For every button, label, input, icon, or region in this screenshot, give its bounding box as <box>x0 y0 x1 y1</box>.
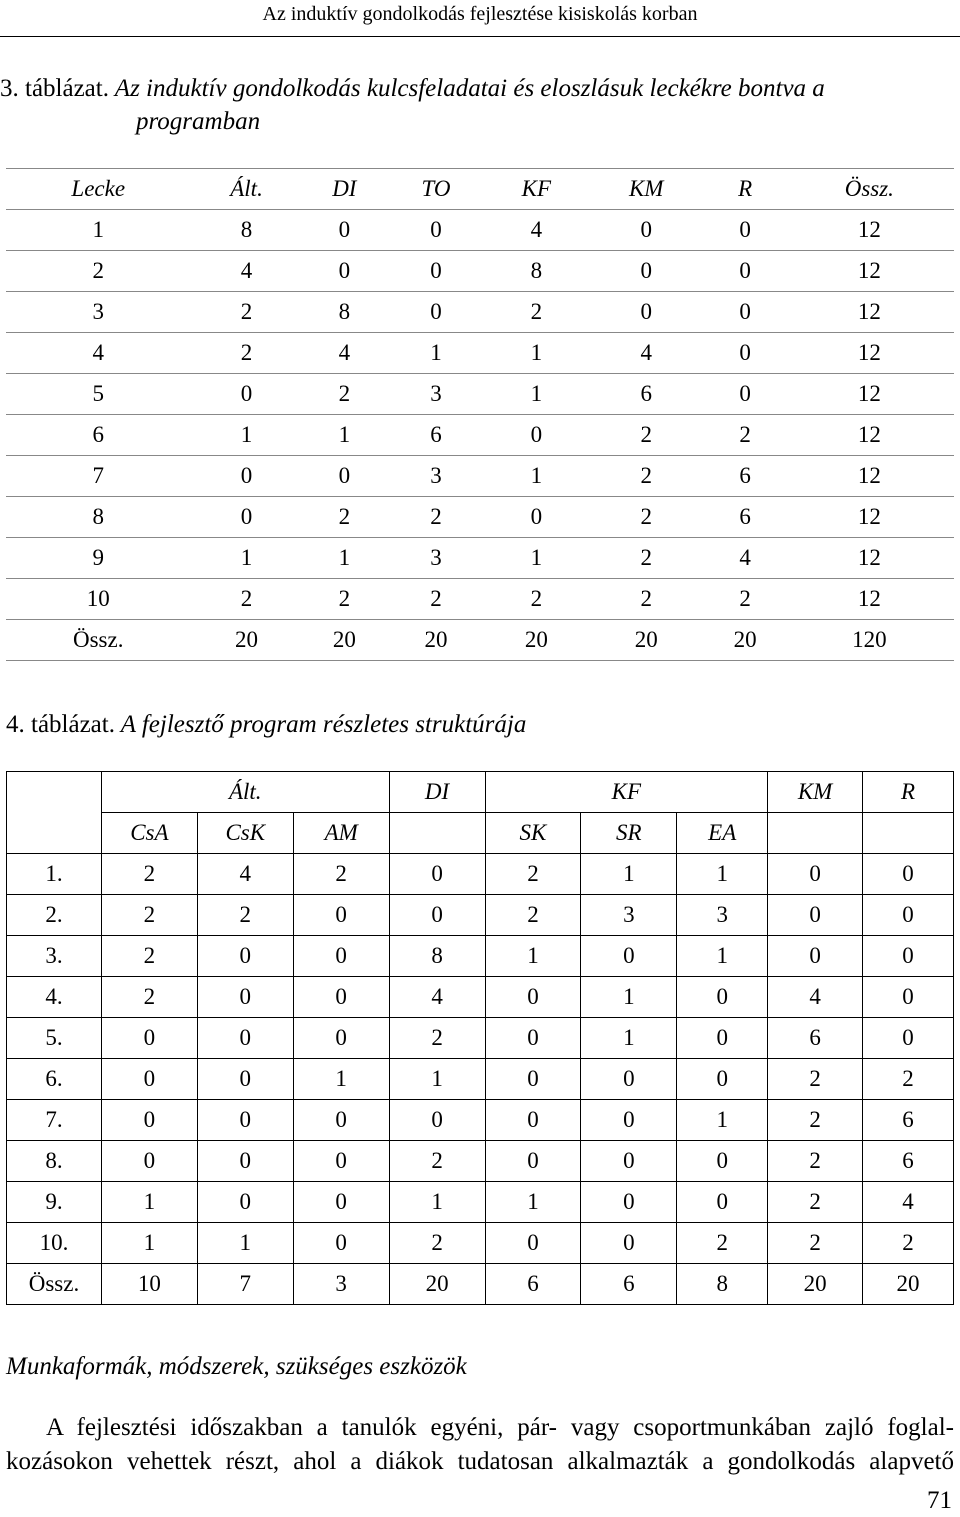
table3-cell: 8 <box>6 497 190 538</box>
table4-corner-cell <box>7 772 102 854</box>
table3-cell: 12 <box>785 251 954 292</box>
table3-cell: 3 <box>386 538 486 579</box>
table3-row <box>6 456 954 497</box>
table3-cell: 1 <box>190 538 302 579</box>
table3-cell: 12 <box>785 292 954 333</box>
table3-cell: Össz. <box>6 620 190 661</box>
table4-row <box>7 1059 954 1100</box>
table4-cell: 0 <box>677 1182 768 1223</box>
table4-sub-header: EA <box>677 813 768 854</box>
table3-cell: 1 <box>190 415 302 456</box>
table4-cell: 0 <box>293 1100 389 1141</box>
table4-cell: 0 <box>389 854 485 895</box>
table3-cell: 20 <box>706 620 785 661</box>
table3-cell: 0 <box>587 210 706 251</box>
table3-cell: 12 <box>785 415 954 456</box>
running-header <box>0 0 960 37</box>
table4-cell: 2. <box>7 895 102 936</box>
table4-row <box>7 977 954 1018</box>
table4-cell: 3 <box>293 1264 389 1305</box>
table3-cell: 6 <box>386 415 486 456</box>
table3-caption-text-line2: programban <box>136 108 261 135</box>
table3-cell: 5 <box>6 374 190 415</box>
table3-cell: 0 <box>190 456 302 497</box>
table3-cell: 2 <box>486 579 587 620</box>
table3-cell: 2 <box>6 251 190 292</box>
table4-cell: 1 <box>677 854 768 895</box>
table3-cell: 0 <box>303 210 387 251</box>
paragraph-line: A fejlesztési időszakban a tanulók egyéni, pár- vagy csoportmunkában zajló foglal- <box>46 1414 954 1441</box>
table4-cell: 0 <box>581 1182 677 1223</box>
table3-cell: 4 <box>6 333 190 374</box>
table4-cell: 4 <box>863 1182 954 1223</box>
table3-header-cell: Ált. <box>190 169 302 210</box>
table3-cell: 1 <box>303 415 387 456</box>
table3-cell: 0 <box>486 497 587 538</box>
table4-cell: 0 <box>863 895 954 936</box>
table3-cell: 0 <box>706 251 785 292</box>
table3-cell: 7 <box>6 456 190 497</box>
table4-cell: 2 <box>768 1100 863 1141</box>
table4-caption <box>6 708 960 741</box>
table3-cell: 1 <box>486 333 587 374</box>
table4-cell: 2 <box>768 1182 863 1223</box>
table4-cell: 1 <box>485 1182 581 1223</box>
table3-caption-number: 3. táblázat. <box>0 75 109 102</box>
table4-row <box>7 1141 954 1182</box>
table4-group-header: R <box>863 772 954 813</box>
table4-sub-header: SK <box>485 813 581 854</box>
table3-cell: 1 <box>486 538 587 579</box>
table4-cell: 0 <box>677 1059 768 1100</box>
table4-cell: 8 <box>389 936 485 977</box>
table3-cell: 20 <box>190 620 302 661</box>
table4-cell: 1 <box>485 936 581 977</box>
table4 <box>6 771 954 1305</box>
table4-cell: 0 <box>293 1223 389 1264</box>
table3-row <box>6 579 954 620</box>
table4-cell: 0 <box>485 1100 581 1141</box>
table3-cell: 2 <box>706 415 785 456</box>
table3-header-row <box>6 169 954 210</box>
table3-cell: 0 <box>386 292 486 333</box>
table4-cell: 7. <box>7 1100 102 1141</box>
table4-cell: 10 <box>101 1264 197 1305</box>
body-paragraph <box>6 1411 954 1479</box>
table4-cell: 8 <box>677 1264 768 1305</box>
table3-cell: 2 <box>587 497 706 538</box>
table3-cell: 10 <box>6 579 190 620</box>
table3-cell: 4 <box>587 333 706 374</box>
table4-row <box>7 1182 954 1223</box>
table3-cell: 0 <box>190 374 302 415</box>
table4-cell: 1 <box>101 1182 197 1223</box>
table4-cell: 8. <box>7 1141 102 1182</box>
table4-cell: 0 <box>197 1018 293 1059</box>
table4-cell: 0 <box>485 1141 581 1182</box>
table4-cell: 1 <box>581 1018 677 1059</box>
table4-cell: 3. <box>7 936 102 977</box>
paragraph-line: kozásokon vehettek részt, ahol a diákok tudatosan alkalmazták a gondolkodás alapvető <box>6 1448 954 1475</box>
table4-cell: 0 <box>768 936 863 977</box>
table4-sub-header: CsA <box>101 813 197 854</box>
table4-cell: 2 <box>768 1223 863 1264</box>
table3-header-cell: Lecke <box>6 169 190 210</box>
table4-cell: 0 <box>101 1018 197 1059</box>
table3-cell: 6 <box>706 456 785 497</box>
table4-cell: 0 <box>581 1100 677 1141</box>
table4-cell: 0 <box>101 1059 197 1100</box>
table3-header-cell: TO <box>386 169 486 210</box>
table4-cell: 6. <box>7 1059 102 1100</box>
table3-row <box>6 497 954 538</box>
table3-cell: 4 <box>303 333 387 374</box>
table4-cell: 0 <box>485 1018 581 1059</box>
table3-cell: 1 <box>6 210 190 251</box>
table3-cell: 4 <box>706 538 785 579</box>
table4-cell: 1. <box>7 854 102 895</box>
table3-cell: 2 <box>303 374 387 415</box>
table4-cell: 0 <box>293 936 389 977</box>
table4-cell: 1 <box>677 936 768 977</box>
table4-cell: 0 <box>863 854 954 895</box>
table3-cell: 0 <box>190 497 302 538</box>
table3-row <box>6 251 954 292</box>
table4-cell: 0 <box>197 1059 293 1100</box>
table4-cell: 1 <box>389 1059 485 1100</box>
table3-header-cell: KM <box>587 169 706 210</box>
table3-row <box>6 415 954 456</box>
table3-cell: 3 <box>386 456 486 497</box>
table3-cell: 3 <box>386 374 486 415</box>
table3-cell: 12 <box>785 538 954 579</box>
table3-cell: 4 <box>486 210 587 251</box>
table4-cell: 2 <box>863 1059 954 1100</box>
table4-sub-header: AM <box>293 813 389 854</box>
table4-row <box>7 1264 954 1305</box>
table4-cell: 6 <box>863 1141 954 1182</box>
table4-cell: 0 <box>293 977 389 1018</box>
table3-row <box>6 374 954 415</box>
table4-sub-header: SR <box>581 813 677 854</box>
table3-cell: 0 <box>587 292 706 333</box>
table4-cell: 0 <box>389 895 485 936</box>
table4-cell: 6 <box>485 1264 581 1305</box>
table4-cell: 2 <box>101 895 197 936</box>
table4-cell: 2 <box>101 977 197 1018</box>
table4-cell: 2 <box>677 1223 768 1264</box>
table3 <box>6 168 954 661</box>
table4-cell: 2 <box>293 854 389 895</box>
table4-cell: 0 <box>197 977 293 1018</box>
table3-cell: 0 <box>386 210 486 251</box>
table4-cell: 2 <box>863 1223 954 1264</box>
table4-sub-header-row <box>7 813 954 854</box>
table3-cell: 1 <box>386 333 486 374</box>
table4-cell: 0 <box>485 1059 581 1100</box>
table3-header-cell: R <box>706 169 785 210</box>
table4-group-header-row <box>7 772 954 813</box>
table3-cell: 12 <box>785 374 954 415</box>
table3-header-cell: DI <box>303 169 387 210</box>
table4-cell: 2 <box>485 895 581 936</box>
table4-cell: 2 <box>485 854 581 895</box>
table4-cell: 0 <box>293 1141 389 1182</box>
table4-cell: 1 <box>581 854 677 895</box>
table4-cell: 0 <box>581 1059 677 1100</box>
table4-cell: 4. <box>7 977 102 1018</box>
table4-cell: 1 <box>293 1059 389 1100</box>
table3-row <box>6 538 954 579</box>
table3-cell: 6 <box>587 374 706 415</box>
table3-cell: 2 <box>190 292 302 333</box>
table4-cell: 0 <box>863 977 954 1018</box>
table3-cell: 2 <box>386 579 486 620</box>
table4-cell: 0 <box>197 1182 293 1223</box>
table4-cell: 2 <box>768 1059 863 1100</box>
table4-row <box>7 895 954 936</box>
table3-cell: 8 <box>486 251 587 292</box>
table4-cell: 2 <box>101 854 197 895</box>
table4-cell: 0 <box>101 1100 197 1141</box>
table4-cell: 20 <box>389 1264 485 1305</box>
table3-cell: 0 <box>303 456 387 497</box>
table3-cell: 12 <box>785 210 954 251</box>
table3-cell: 2 <box>587 456 706 497</box>
table3-row <box>6 333 954 374</box>
table3-cell: 2 <box>587 538 706 579</box>
table4-cell: 6 <box>768 1018 863 1059</box>
table3-cell: 2 <box>303 579 387 620</box>
table4-cell: 1 <box>101 1223 197 1264</box>
table3-row <box>6 210 954 251</box>
table3-cell: 2 <box>386 497 486 538</box>
table3-cell: 6 <box>6 415 190 456</box>
table4-cell: 0 <box>485 1223 581 1264</box>
table4-cell: 3 <box>581 895 677 936</box>
table3-cell: 120 <box>785 620 954 661</box>
table3-cell: 4 <box>190 251 302 292</box>
table4-cell: 0 <box>293 895 389 936</box>
table4-cell: 0 <box>197 936 293 977</box>
table3-cell: 2 <box>190 579 302 620</box>
table3-cell: 0 <box>386 251 486 292</box>
table3-row <box>6 292 954 333</box>
table4-cell: 6 <box>581 1264 677 1305</box>
table3-cell: 0 <box>303 251 387 292</box>
table3-cell: 20 <box>587 620 706 661</box>
table4-row <box>7 1223 954 1264</box>
table4-cell: 0 <box>677 1018 768 1059</box>
table4-row <box>7 1018 954 1059</box>
table4-cell: 6 <box>863 1100 954 1141</box>
table3-cell: 9 <box>6 538 190 579</box>
table4-cell: 1 <box>389 1182 485 1223</box>
table4-cell: 0 <box>677 977 768 1018</box>
table4-cell: 0 <box>197 1100 293 1141</box>
table4-cell: 20 <box>768 1264 863 1305</box>
table3-cell: 2 <box>486 292 587 333</box>
table3-cell: 2 <box>587 579 706 620</box>
table3-cell: 12 <box>785 579 954 620</box>
table3-cell: 2 <box>587 415 706 456</box>
table4-cell: 2 <box>768 1141 863 1182</box>
table4-cell: 1 <box>581 977 677 1018</box>
table4-cell: 20 <box>863 1264 954 1305</box>
table3-cell: 2 <box>190 333 302 374</box>
table3-cell: 8 <box>303 292 387 333</box>
table3-cell: 1 <box>486 374 587 415</box>
table3-cell: 8 <box>190 210 302 251</box>
table4-cell: 0 <box>768 854 863 895</box>
table4-row <box>7 854 954 895</box>
table4-cell: 10. <box>7 1223 102 1264</box>
table4-group-header: KM <box>768 772 863 813</box>
table3-cell: 1 <box>303 538 387 579</box>
table4-sub-header-empty <box>768 813 863 854</box>
table4-row <box>7 1100 954 1141</box>
table4-cell: 0 <box>768 895 863 936</box>
table4-cell: 0 <box>389 1100 485 1141</box>
table3-cell: 0 <box>587 251 706 292</box>
table3-cell: 1 <box>486 456 587 497</box>
table4-cell: 1 <box>677 1100 768 1141</box>
running-title: Az induktív gondolkodás fejlesztése kisiskolás korban <box>262 3 698 25</box>
table3-cell: 20 <box>486 620 587 661</box>
table4-cell: 7 <box>197 1264 293 1305</box>
table4-cell: 4 <box>768 977 863 1018</box>
table4-cell: 2 <box>101 936 197 977</box>
table3-cell: 2 <box>706 579 785 620</box>
table3-cell: 12 <box>785 497 954 538</box>
table4-cell: 0 <box>101 1141 197 1182</box>
table4-cell: 0 <box>293 1182 389 1223</box>
table3-cell: 6 <box>706 497 785 538</box>
table3-cell: 2 <box>303 497 387 538</box>
table4-group-header: Ált. <box>101 772 389 813</box>
table3-header-cell: Össz. <box>785 169 954 210</box>
table4-cell: 5. <box>7 1018 102 1059</box>
table4-sub-header-empty <box>863 813 954 854</box>
table3-header-cell: KF <box>486 169 587 210</box>
table4-cell: 0 <box>863 1018 954 1059</box>
table3-cell: 0 <box>706 292 785 333</box>
table4-cell: 0 <box>197 1141 293 1182</box>
table4-cell: 2 <box>389 1018 485 1059</box>
table3-caption <box>0 72 960 138</box>
table4-cell: 0 <box>581 1223 677 1264</box>
table3-caption-text: Az induktív gondolkodás kulcsfeladatai és eloszlásuk leckékre bontva a <box>114 75 825 102</box>
table4-group-header: DI <box>389 772 485 813</box>
table4-cell: 4 <box>197 854 293 895</box>
table4-caption-number: 4. táblázat. <box>6 711 115 738</box>
table3-cell: 0 <box>486 415 587 456</box>
table4-cell: 9. <box>7 1182 102 1223</box>
table4-cell: 3 <box>677 895 768 936</box>
table4-cell: 2 <box>389 1223 485 1264</box>
section-title: Munkaformák, módszerek, szükséges eszközök <box>6 1353 467 1380</box>
table4-cell: Össz. <box>7 1264 102 1305</box>
table3-cell: 3 <box>6 292 190 333</box>
table3-cell: 0 <box>706 210 785 251</box>
table3-cell: 0 <box>706 374 785 415</box>
table4-caption-text: A fejlesztő program részletes struktúrája <box>120 711 527 738</box>
table3-cell: 12 <box>785 333 954 374</box>
table3-cell: 20 <box>303 620 387 661</box>
table4-cell: 0 <box>677 1141 768 1182</box>
table4-sub-header: CsK <box>197 813 293 854</box>
table4-cell: 0 <box>293 1018 389 1059</box>
table3-cell: 12 <box>785 456 954 497</box>
table4-row <box>7 936 954 977</box>
table4-sub-header-empty <box>389 813 485 854</box>
table4-cell: 0 <box>581 1141 677 1182</box>
table4-cell: 2 <box>389 1141 485 1182</box>
table4-cell: 4 <box>389 977 485 1018</box>
table4-cell: 0 <box>863 936 954 977</box>
table4-cell: 1 <box>197 1223 293 1264</box>
table3-cell: 0 <box>706 333 785 374</box>
table3-cell: 20 <box>386 620 486 661</box>
table4-cell: 0 <box>485 977 581 1018</box>
table4-cell: 2 <box>197 895 293 936</box>
table4-group-header: KF <box>485 772 768 813</box>
page-number: 71 <box>927 1487 952 1514</box>
table4-cell: 0 <box>581 936 677 977</box>
table3-row <box>6 620 954 661</box>
